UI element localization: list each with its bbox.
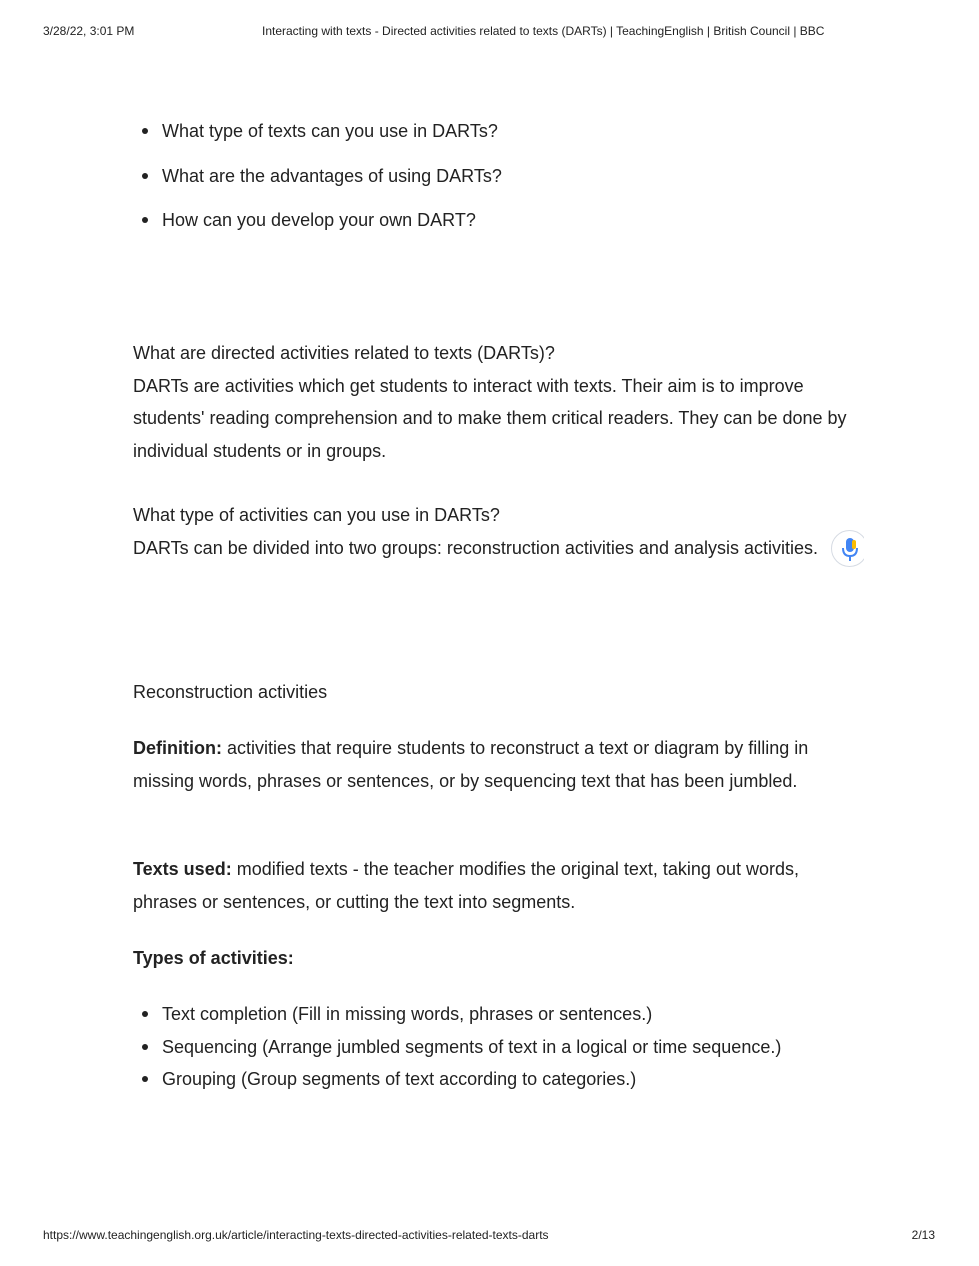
section-body: DARTs can be divided into two groups: reconstruction activities and analysis activities. [133,537,819,558]
definition-paragraph [133,732,853,797]
microphone-icon [840,537,862,563]
section-heading: What type of activities can you use in DARTs? [133,505,500,525]
viewport-edge-mask [864,520,884,580]
section-body: DARTs are activities which get students to interact with texts. Their aim is to improve students' reading comprehension and to make them critical readers. They can be done by individual students or in groups. [133,375,847,461]
list-item: What type of texts can you use in DARTs? [133,109,853,154]
texts-used-paragraph [133,853,853,918]
reconstruction-heading: Reconstruction activities [133,682,328,702]
list-item: How can you develop your own DART? [133,198,853,243]
voice-search-button[interactable] [831,530,868,567]
list-item: Grouping (Group segments of text according to categories.) [133,1063,853,1096]
texts-used-label: Texts used: [133,859,232,879]
list-item: What are the advantages of using DARTs? [133,154,853,199]
print-timestamp: 3/28/22, 3:01 PM [43,24,135,38]
print-page-title: Interacting with texts - Directed activities related to texts (DARTs) | TeachingEnglish | British Council | BBC [262,24,825,38]
section-activity-types [133,499,853,564]
section-heading: What are directed activities related to texts (DARTs)? [133,343,555,363]
print-url: https://www.teachingenglish.org.uk/article/interacting-texts-directed-activities-related-texts-darts [43,1228,549,1242]
intro-questions-list [133,109,853,243]
types-of-activities-label: Types of activities: [133,948,294,968]
list-item: Text completion (Fill in missing words, phrases or sentences.) [133,998,853,1031]
definition-label: Definition: [133,738,222,758]
activities-list [133,998,853,1096]
texts-used-text: modified texts - the teacher modifies the original text, taking out words, phrases or sentences, or cutting the text into segments. [133,859,799,912]
section-what-are-darts [133,337,853,467]
list-item: Sequencing (Arrange jumbled segments of text in a logical or time sequence.) [133,1031,853,1064]
definition-text: activities that require students to reconstruct a text or diagram by filling in missing words, phrases or sentences, or by sequencing text that has been jumbled. [133,738,809,791]
page-number: 2/13 [911,1228,935,1242]
